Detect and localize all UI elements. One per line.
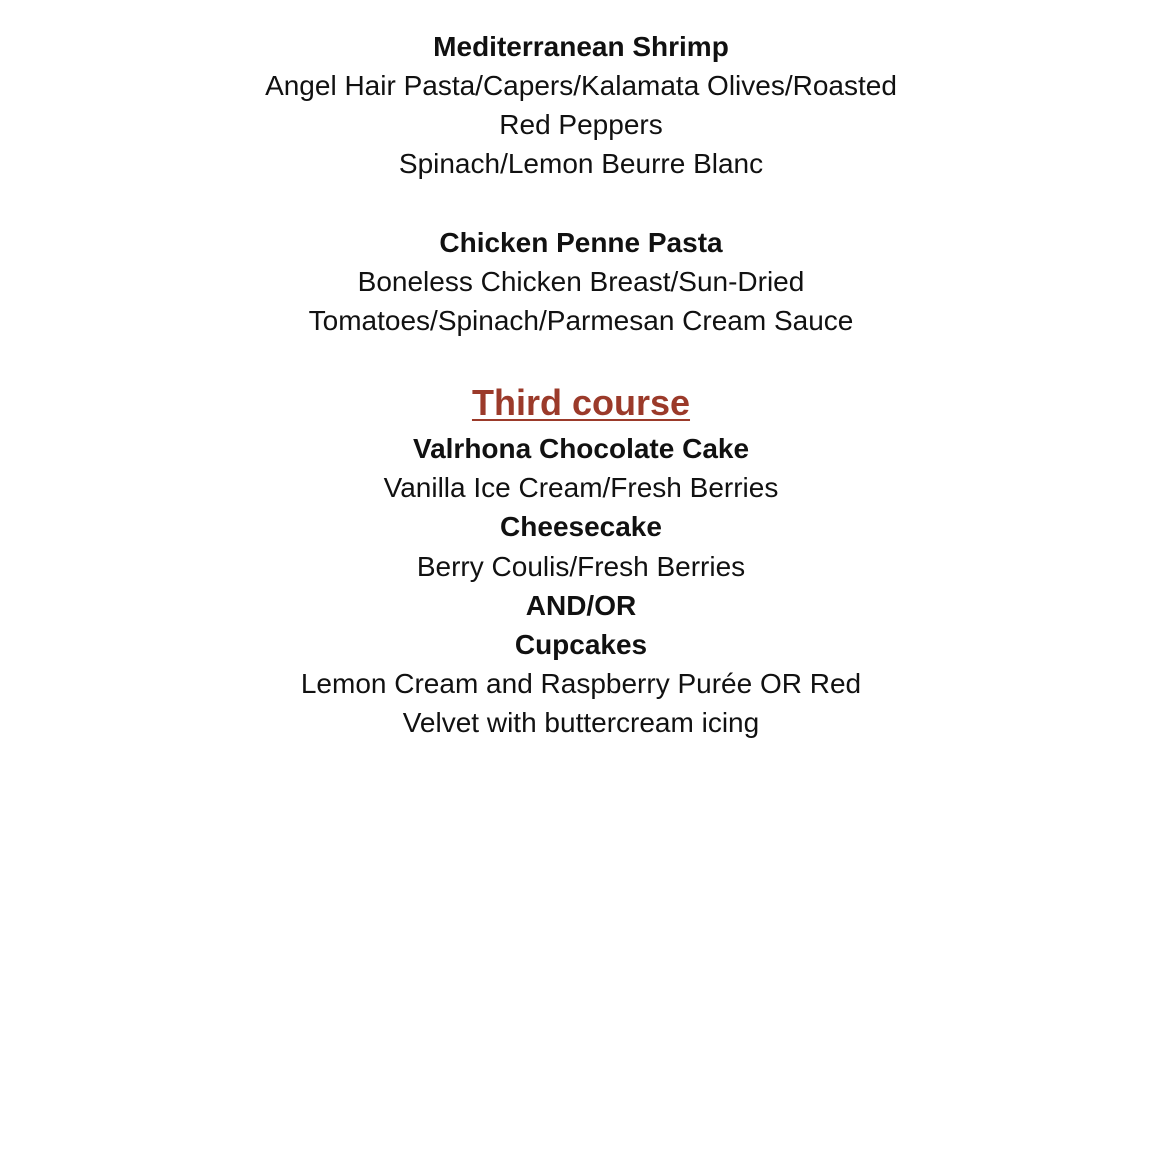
dish-title-chicken-penne-pasta: Chicken Penne Pasta bbox=[439, 227, 723, 258]
dish-description-line: Angel Hair Pasta/Capers/Kalamata Olives/Roasted bbox=[265, 70, 897, 101]
dish-description-line: Spinach/Lemon Beurre Blanc bbox=[398, 148, 764, 179]
dish-description-line: Velvet with buttercream icing bbox=[402, 707, 760, 738]
dish-description-line: Boneless Chicken Breast/Sun-Dried bbox=[357, 266, 805, 297]
dish-description-line: Tomatoes/Spinach/Parmesan Cream Sauce bbox=[308, 305, 854, 336]
section-heading-third-course: Third course bbox=[471, 382, 691, 423]
connector-and-or: AND/OR bbox=[525, 590, 637, 621]
dish-description-line: Red Peppers bbox=[499, 109, 663, 140]
dish-title-valrhona-chocolate-cake: Valrhona Chocolate Cake bbox=[412, 433, 750, 464]
dish-description-line: Berry Coulis/Fresh Berries bbox=[416, 551, 746, 582]
dish-description-line: Lemon Cream and Raspberry Purée OR Red bbox=[300, 668, 862, 699]
dish-title-cupcakes: Cupcakes bbox=[514, 629, 648, 660]
dish-description-line: Vanilla Ice Cream/Fresh Berries bbox=[383, 472, 779, 503]
dish-title-mediterranean-shrimp: Mediterranean Shrimp bbox=[433, 31, 729, 62]
dish-title-cheesecake: Cheesecake bbox=[500, 511, 662, 542]
